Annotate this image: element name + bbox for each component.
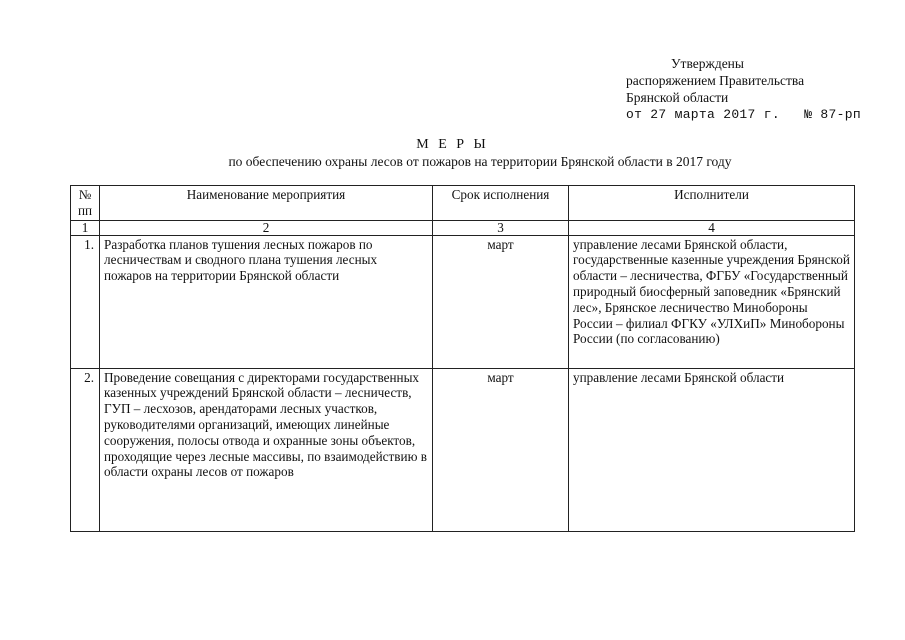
header-number: № пп: [71, 186, 100, 221]
header-name: Наименование мероприятия: [100, 186, 433, 221]
row-executors: управление лесами Брянской области, государственные казенные учреждения Брянской области – лесничества, ФГБУ «Государственный природный биосферный заповедник «Брянский лес», Брянское лесничество Минобороны России – филиал ФГКУ «УЛХиП» Минобороны России (по согласованию): [569, 235, 855, 368]
column-number-row: [71, 220, 855, 235]
table-row: [71, 235, 855, 368]
column-number: 4: [569, 220, 855, 235]
row-executors: управление лесами Брянской области: [569, 368, 855, 531]
measures-table: [70, 185, 855, 532]
document-subtitle: по обеспечению охраны лесов от пожаров на территории Брянской области в 2017 году: [228, 154, 732, 169]
column-number: 3: [433, 220, 569, 235]
approval-line-order: распоряжением Правительства: [626, 73, 805, 88]
row-term: март: [433, 368, 569, 531]
approval-line-region: Брянской области: [626, 90, 729, 105]
row-measure-name: Разработка планов тушения лесных пожаров по лесничествам и сводного плана тушения лесных пожаров на территории Брянской области: [100, 235, 433, 368]
approval-line-approved: Утверждены: [671, 56, 744, 71]
column-number: 2: [100, 220, 433, 235]
table-row: [71, 368, 855, 531]
row-term: март: [433, 235, 569, 368]
document-title: М Е Р Ы: [416, 137, 489, 152]
approval-block: [626, 55, 896, 123]
approval-line-date: от 27 марта 2017 г. № 87-рп: [626, 107, 861, 122]
header-executors: Исполнители: [569, 186, 855, 221]
row-number: 2.: [71, 368, 100, 531]
row-measure-name: Проведение совещания с директорами государственных казенных учреждений Брянской области – лесничеств, ГУП – лесхозов, арендаторами лесных участков, руководителями организаций, имеющих линейные сооружения, полосы отвода и охранные зоны объектов, проходящие через лесные массивы, по взаимодействию в области охраны лесов от пожаров: [100, 368, 433, 531]
header-term: Срок исполнения: [433, 186, 569, 221]
table-header-row: [71, 186, 855, 221]
row-number: 1.: [71, 235, 100, 368]
column-number: 1: [71, 220, 100, 235]
